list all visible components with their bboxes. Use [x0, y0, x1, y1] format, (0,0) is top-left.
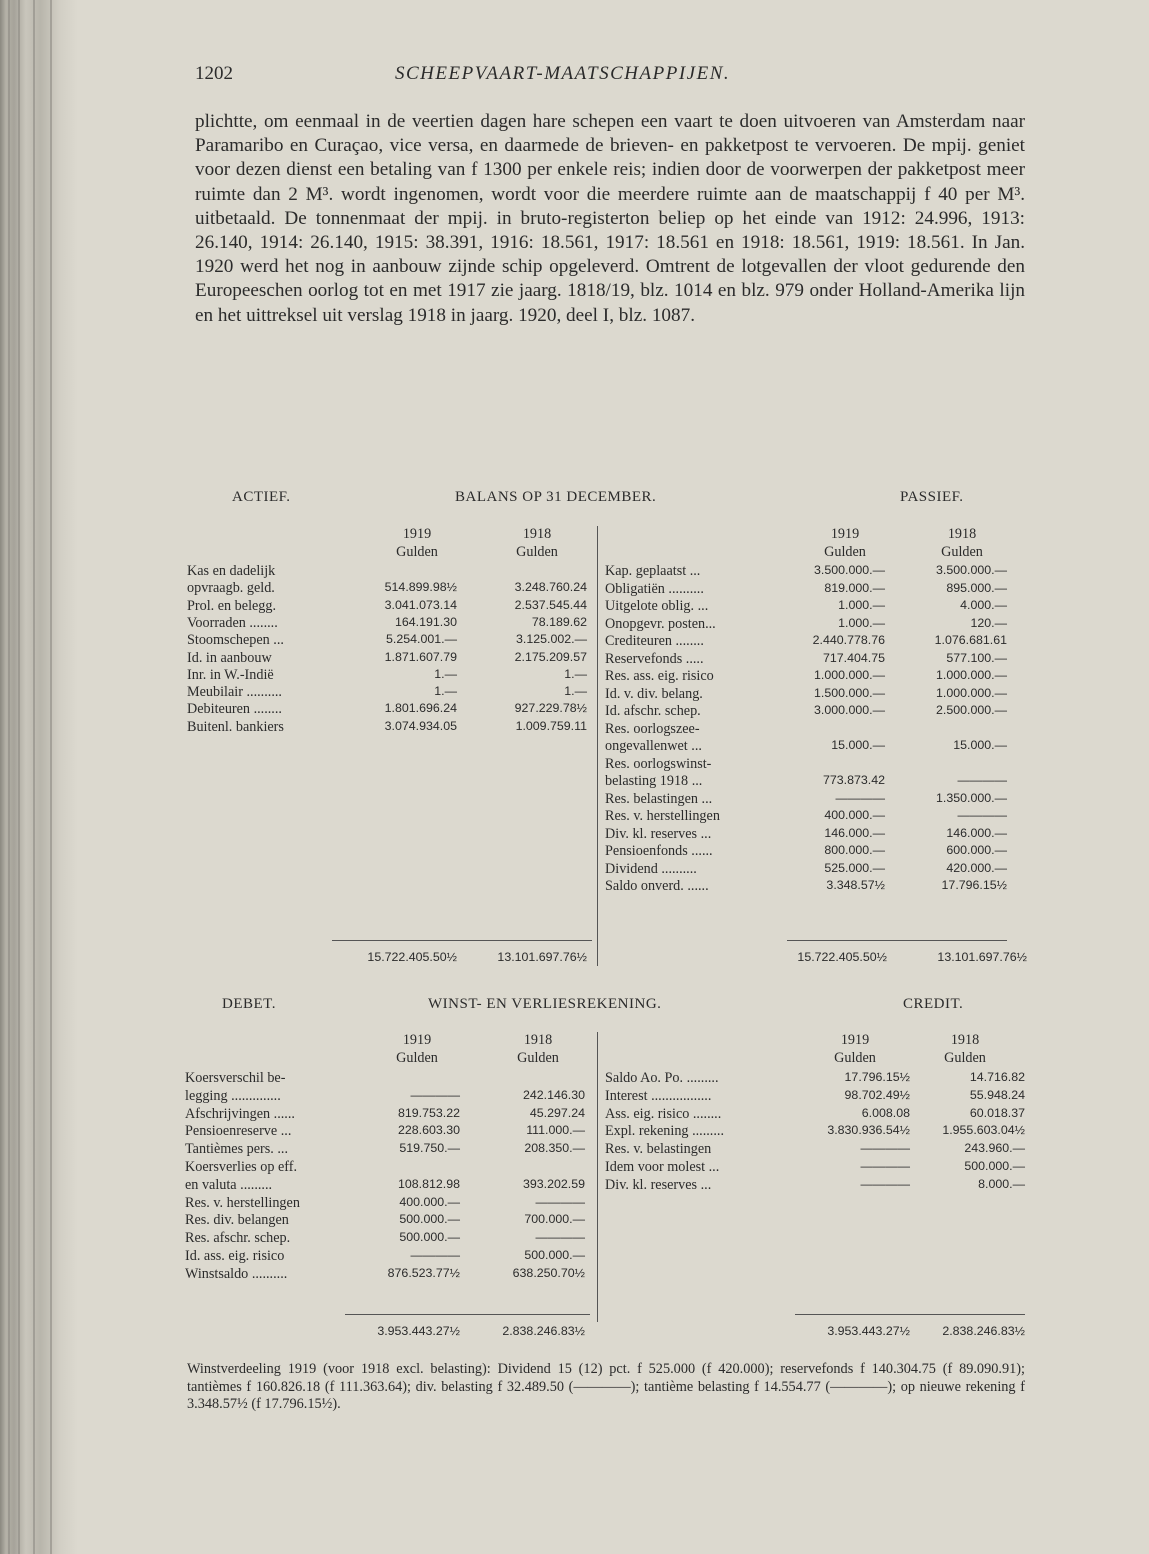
passief-row-value-1919: 1.000.— — [838, 615, 885, 630]
passief-row-value-1919: 3.000.000.— — [814, 703, 885, 717]
passief-row-label: Onopgevr. posten... — [605, 615, 716, 632]
balance-column-divider — [597, 526, 598, 966]
actief-row — [187, 615, 587, 632]
actief-row-label: Meubilair .......... — [187, 684, 282, 701]
credit-row-value-1918: 243.960.— — [964, 1141, 1025, 1156]
passief-row-label: Crediteuren ........ — [605, 633, 704, 649]
debet-row-label: Koersverlies op eff. — [185, 1159, 298, 1175]
credit-row — [605, 1177, 1025, 1195]
actief-row-value-1919: 514.899.98½ — [384, 580, 457, 595]
pnl-credit-unit-1919: Gulden — [834, 1050, 876, 1066]
passief-row — [605, 843, 1007, 861]
credit-row-value-1918: 14.716.82 — [969, 1070, 1025, 1084]
debet-row-value-1919: 500.000.— — [399, 1230, 460, 1245]
actief-row-label: Buitenl. bankiers — [187, 718, 284, 735]
passief-total-rule — [787, 940, 1007, 941]
passief-row — [605, 703, 1007, 721]
actief-row-value-1919: 5.254.001.— — [386, 632, 457, 647]
passief-row-label: Dividend .......... — [605, 860, 697, 877]
passief-list — [605, 563, 1007, 943]
passief-row-value-1918: 1.000.000.— — [936, 668, 1007, 682]
passief-row — [605, 878, 1007, 896]
passief-row — [605, 651, 1007, 669]
passief-row-label: Res. belastingen ... — [605, 790, 713, 807]
debet-row — [185, 1195, 590, 1213]
credit-total-rule — [795, 1314, 1025, 1315]
passief-row-value-1919: ———— — [835, 790, 885, 805]
actief-row — [187, 598, 587, 615]
passief-row-value-1918: 4.000.— — [960, 598, 1007, 612]
debet-row-label: Res. afschr. schep. — [185, 1230, 291, 1247]
passief-row-value-1919: 146.000.— — [824, 825, 885, 840]
credit-row — [605, 1088, 1025, 1106]
actief-row-value-1919: 1.871.607.79 — [384, 649, 457, 664]
passief-row-value-1918: 577.100.— — [946, 650, 1007, 665]
balance-actief-year-1918: 1918 — [522, 526, 552, 542]
actief-total-1918: 13.101.697.76½ — [497, 950, 587, 964]
passief-row — [605, 721, 1007, 739]
debet-row-value-1919: 228.603.30 — [397, 1123, 460, 1138]
passief-row — [605, 826, 1007, 844]
debet-row — [185, 1070, 590, 1088]
passief-row-value-1919: 800.000.— — [824, 843, 885, 857]
debet-total-1919: 3.953.443.27½ — [377, 1324, 460, 1338]
pnl-column-divider — [597, 1032, 598, 1322]
debet-row — [185, 1141, 590, 1159]
debet-row-label: Res. div. belangen — [185, 1212, 289, 1229]
debet-row-value-1918: 638.250.70½ — [512, 1265, 585, 1280]
pnl-title: WINST- EN VERLIESREKENING. — [428, 996, 662, 1012]
actief-row-label: Stoomschepen ... — [187, 632, 284, 649]
credit-row — [605, 1106, 1025, 1124]
passief-row-value-1919: 3.500.000.— — [814, 563, 885, 577]
passief-row — [605, 581, 1007, 599]
credit-row-value-1918: 60.018.37 — [969, 1105, 1025, 1120]
passief-row — [605, 738, 1007, 756]
actief-row-value-1918: 78.189.62 — [531, 614, 587, 629]
passief-row — [605, 668, 1007, 686]
debet-row-value-1919: 519.750.— — [399, 1141, 460, 1156]
balance-left-title: ACTIEF. — [232, 489, 291, 505]
passief-row-value-1919: 2.440.778.76 — [812, 633, 885, 647]
passief-row-value-1919: 1.000.— — [838, 598, 885, 612]
passief-total-1919: 15.722.405.50½ — [797, 950, 887, 964]
passief-row-value-1918: 146.000.— — [946, 825, 1007, 840]
balance-passief-year-1919: 1919 — [830, 526, 860, 542]
passief-row-label: Div. kl. reserves ... — [605, 825, 712, 842]
balance-actief-unit-1919: Gulden — [396, 544, 438, 560]
actief-row — [187, 632, 587, 649]
actief-row-value-1919: 3.041.073.14 — [384, 597, 457, 612]
passief-row-value-1918: 420.000.— — [946, 860, 1007, 875]
credit-row-label: Expl. rekening ......... — [605, 1123, 724, 1140]
actief-row — [187, 667, 587, 684]
actief-row-label: Id. in aanbouw — [187, 649, 272, 666]
passief-row-value-1918: 1.000.000.— — [936, 685, 1007, 700]
actief-total-rule — [332, 940, 592, 941]
debet-row-value-1919: ———— — [410, 1248, 460, 1262]
pnl-right-title: CREDIT. — [903, 996, 964, 1012]
debet-row-label: en valuta ......... — [185, 1176, 273, 1193]
balance-table — [187, 526, 1027, 976]
debet-row-value-1918: 45.297.24 — [529, 1105, 585, 1120]
passief-row — [605, 808, 1007, 826]
actief-row — [187, 719, 587, 736]
pnl-credit-unit-1918: Gulden — [944, 1050, 986, 1066]
actief-row-label: Prol. en belegg. — [187, 597, 277, 614]
passief-row — [605, 616, 1007, 634]
passief-row-label: Id. afschr. schep. — [605, 703, 701, 719]
credit-row-label: Ass. eig. risico ........ — [605, 1105, 722, 1122]
credit-row — [605, 1123, 1025, 1141]
credit-row-value-1919: 6.008.08 — [861, 1105, 910, 1120]
passief-row-value-1919: 819.000.— — [824, 580, 885, 595]
actief-row-label: Kas en dadelijk — [187, 563, 276, 579]
passief-row-value-1919: 3.348.57½ — [826, 878, 885, 892]
credit-row — [605, 1159, 1025, 1177]
credit-total-1918: 2.838.246.83½ — [942, 1324, 1025, 1338]
debet-row-value-1918: 700.000.— — [524, 1212, 585, 1227]
debet-row-value-1919: ———— — [410, 1087, 460, 1102]
passief-row-value-1918: 120.— — [970, 615, 1007, 630]
debet-row-value-1919: 819.753.22 — [397, 1105, 460, 1120]
actief-list — [187, 563, 587, 803]
credit-row-label: Interest ................. — [605, 1087, 712, 1104]
passief-row — [605, 773, 1007, 791]
debet-row-value-1918: 111.000.— — [526, 1123, 585, 1138]
passief-row-value-1919: 773.873.42 — [822, 773, 885, 787]
credit-row-value-1919: ———— — [860, 1159, 910, 1173]
debet-row — [185, 1248, 590, 1266]
credit-row-value-1919: ———— — [860, 1141, 910, 1156]
actief-row-value-1919: 1.— — [434, 684, 457, 699]
passief-row-value-1918: 1.350.000.— — [936, 790, 1007, 805]
passief-row-label: Res. oorlogswinst- — [605, 755, 712, 772]
passief-row — [605, 598, 1007, 616]
debet-row-value-1918: 500.000.— — [524, 1248, 585, 1262]
passief-row — [605, 861, 1007, 879]
actief-row-value-1918: 927.229.78½ — [514, 701, 587, 716]
debet-row — [185, 1123, 590, 1141]
passief-row — [605, 563, 1007, 581]
credit-row-label: Div. kl. reserves ... — [605, 1176, 712, 1193]
credit-list — [605, 1070, 1025, 1220]
passief-row-value-1918: 15.000.— — [953, 738, 1007, 752]
credit-row-value-1919: ———— — [860, 1176, 910, 1191]
debet-row-label: Res. v. herstellingen — [185, 1194, 300, 1211]
passief-row-value-1919: 525.000.— — [824, 860, 885, 875]
actief-total-1919: 15.722.405.50½ — [367, 950, 457, 964]
credit-row-label: Res. v. belastingen — [605, 1141, 712, 1158]
balance-passief-unit-1919: Gulden — [824, 544, 866, 560]
passief-row-value-1918: 895.000.— — [946, 580, 1007, 595]
passief-total-1918: 13.101.697.76½ — [937, 950, 1027, 964]
passief-row-value-1918: 2.500.000.— — [936, 703, 1007, 717]
debet-row — [185, 1088, 590, 1106]
passief-row-value-1918: 17.796.15½ — [941, 878, 1007, 892]
debet-row — [185, 1159, 590, 1177]
debet-row-value-1919: 500.000.— — [399, 1212, 460, 1227]
passief-row-value-1919: 1.000.000.— — [814, 668, 885, 682]
credit-row-value-1919: 98.702.49½ — [844, 1087, 910, 1102]
passief-row-label: Res. oorlogszee- — [605, 720, 700, 737]
actief-row-label: opvraagb. geld. — [187, 580, 275, 597]
passief-row — [605, 791, 1007, 809]
debet-row-value-1918: ———— — [535, 1230, 585, 1245]
debet-row — [185, 1266, 590, 1284]
credit-row-value-1918: 55.948.24 — [969, 1087, 1025, 1102]
passief-row-value-1919: 1.500.000.— — [814, 685, 885, 700]
actief-row-value-1918: 1.009.759.11 — [515, 718, 587, 733]
intro-paragraph: plichtte, om eenmaal in de veertien dagen hare schepen een vaart te doen uitvoeren van Amsterdam naar Paramaribo en Curaçao, vice versa, en daarmede de brieven- en pakketpost te vervoeren. De mpij. geniet voor dezen dienst een betaling van f 1300 per enkele reis; indien door de voorwerpen der pakketpost meer ruimte dan 2 M³. wordt ingenomen, wordt voor die meerdere ruimte aan de maatschappij f 40 per M³. uitbetaald. De tonnenmaat der mpij. in bruto-registerton beliep op het einde van 1912: 24.996, 1913: 26.140, 1914: 26.140, 1915: 38.391, 1916: 18.561, 1917: 18.561 en 1918: 18.561, 1919: 18.561. In Jan. 1920 werd het nog in aanbouw zijnde schip opgeleverd. Omtrent de lotgevallen der vloot gedurende den Europeeschen oorlog tot en met 1917 zie jaarg. 1818/19, blz. 1014 en blz. 979 onder Holland-Amerika lijn en het uittreksel uit verslag 1918 in jaarg. 1920, deel I, blz. 1087. — [195, 111, 1025, 326]
pnl-left-title: DEBET. — [222, 996, 276, 1012]
credit-row-value-1918: 8.000.— — [978, 1176, 1025, 1191]
debet-row-label: Pensioenreserve ... — [185, 1123, 292, 1140]
debet-row-value-1918: ———— — [535, 1194, 585, 1209]
passief-row-value-1919: 15.000.— — [831, 738, 885, 752]
actief-row-value-1919: 164.191.30 — [394, 614, 457, 629]
passief-row — [605, 756, 1007, 774]
credit-row — [605, 1070, 1025, 1088]
passief-row-value-1918: ———— — [957, 808, 1007, 822]
debet-row-value-1919: 108.812.98 — [397, 1176, 460, 1191]
pnl-debet-year-1919: 1919 — [402, 1032, 432, 1048]
debet-row-value-1919: 400.000.— — [399, 1194, 460, 1209]
debet-row-label: Id. ass. eig. risico — [185, 1248, 285, 1264]
pnl-table — [185, 1032, 1025, 1352]
actief-row-value-1918: 1.— — [564, 666, 587, 681]
balance-passief-year-1918: 1918 — [947, 526, 977, 542]
actief-row — [187, 650, 587, 667]
credit-row-value-1918: 1.955.603.04½ — [942, 1123, 1025, 1138]
actief-row-value-1918: 2.537.545.44 — [514, 597, 587, 612]
passief-row-label: Kap. geplaatst ... — [605, 563, 701, 579]
passief-row-label: Uitgelote oblig. ... — [605, 598, 709, 614]
balance-title: BALANS OP 31 DECEMBER. — [455, 489, 657, 505]
actief-row — [187, 580, 587, 597]
actief-row-value-1919: 1.— — [434, 666, 457, 681]
actief-row-label: Inr. in W.-Indië — [187, 666, 274, 683]
passief-row-value-1918: 3.500.000.— — [936, 563, 1007, 577]
passief-row-label: ongevallenwet ... — [605, 738, 702, 754]
debet-row-value-1918: 393.202.59 — [522, 1176, 585, 1191]
debet-row-label: Tantièmes pers. ... — [185, 1141, 289, 1158]
page-number: 1202 — [195, 63, 233, 84]
actief-row-value-1918: 2.175.209.57 — [514, 649, 587, 664]
credit-row — [605, 1141, 1025, 1159]
actief-row-value-1918: 3.125.002.— — [516, 632, 587, 647]
passief-row-value-1918: 600.000.— — [946, 843, 1007, 857]
credit-row-label: Idem voor molest ... — [605, 1159, 720, 1175]
debet-list — [185, 1070, 590, 1310]
credit-row-label: Saldo Ao. Po. ......... — [605, 1070, 719, 1086]
debet-row-value-1918: 208.350.— — [524, 1141, 585, 1156]
running-title: SCHEEPVAART-MAATSCHAPPIJEN. — [395, 63, 731, 84]
balance-actief-unit-1918: Gulden — [516, 544, 558, 560]
actief-row-label: Voorraden ........ — [187, 614, 278, 631]
pnl-credit-year-1918: 1918 — [950, 1032, 980, 1048]
debet-row-label: legging .............. — [185, 1087, 281, 1104]
debet-total-rule — [345, 1314, 590, 1315]
passief-row-value-1918: 1.076.681.61 — [934, 633, 1007, 647]
passief-row-label: Res. ass. eig. risico — [605, 668, 714, 684]
passief-row-value-1919: 717.404.75 — [822, 650, 885, 665]
credit-row-value-1919: 17.796.15½ — [844, 1070, 910, 1084]
pnl-debet-unit-1918: Gulden — [517, 1050, 559, 1066]
passief-row-value-1919: 400.000.— — [824, 808, 885, 822]
actief-row-value-1918: 3.248.760.24 — [514, 580, 587, 595]
credit-row-value-1919: 3.830.936.54½ — [827, 1123, 910, 1138]
balance-actief-year-1919: 1919 — [402, 526, 432, 542]
debet-row — [185, 1230, 590, 1248]
actief-row — [187, 563, 587, 580]
debet-row — [185, 1106, 590, 1124]
actief-row-value-1919: 1.801.696.24 — [384, 701, 457, 716]
pnl-credit-year-1919: 1919 — [840, 1032, 870, 1048]
passief-row-label: belasting 1918 ... — [605, 773, 703, 789]
actief-row — [187, 684, 587, 701]
debet-row-label: Koersverschil be- — [185, 1070, 286, 1086]
pnl-debet-unit-1919: Gulden — [396, 1050, 438, 1066]
debet-row — [185, 1177, 590, 1195]
actief-row-value-1919: 3.074.934.05 — [384, 718, 457, 733]
actief-row — [187, 701, 587, 718]
passief-row-label: Pensioenfonds ...... — [605, 843, 713, 859]
passief-row-label: Saldo onverd. ...... — [605, 878, 709, 894]
debet-row-value-1919: 876.523.77½ — [387, 1265, 460, 1280]
passief-row — [605, 686, 1007, 704]
credit-row-value-1918: 500.000.— — [964, 1159, 1025, 1173]
debet-row-label: Winstsaldo .......... — [185, 1265, 288, 1282]
debet-total-1918: 2.838.246.83½ — [502, 1324, 585, 1338]
balance-right-title: PASSIEF. — [900, 489, 964, 505]
profit-distribution-note: Winstverdeeling 1919 (voor 1918 excl. belasting): Dividend 15 (12) pct. f 525.000 (f 420.000); reservefonds f 140.304.75 (f 89.090.91); tantièmes f 160.826.18 (f 111.363.64); div. belasting f 32.489.50 (————); tantième belasting f 14.554.77 (————); op nieuwe rekening f 3.348.57½ (f 17.796.15½). — [187, 1361, 1025, 1413]
passief-row-label: Reservefonds ..... — [605, 650, 704, 667]
debet-row-value-1918: 242.146.30 — [522, 1087, 585, 1102]
actief-row-value-1918: 1.— — [564, 684, 587, 699]
passief-row-label: Obligatiën .......... — [605, 580, 704, 597]
passief-row-value-1918: ———— — [957, 773, 1007, 787]
actief-row-label: Debiteuren ........ — [187, 701, 282, 718]
credit-total-1919: 3.953.443.27½ — [827, 1324, 910, 1338]
debet-row-label: Afschrijvingen ...... — [185, 1105, 295, 1122]
passief-row-label: Res. v. herstellingen — [605, 808, 720, 824]
pnl-debet-year-1918: 1918 — [523, 1032, 553, 1048]
debet-row — [185, 1212, 590, 1230]
passief-row-label: Id. v. div. belang. — [605, 685, 703, 702]
passief-row — [605, 633, 1007, 651]
balance-passief-unit-1918: Gulden — [941, 544, 983, 560]
